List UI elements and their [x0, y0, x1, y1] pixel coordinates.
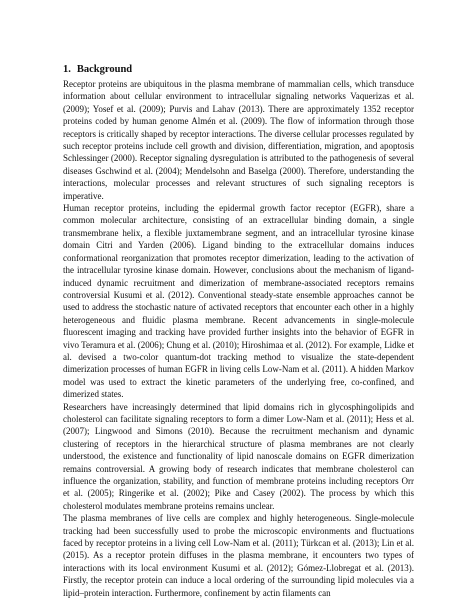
section-title: Background: [76, 64, 133, 75]
section-heading: [63, 63, 414, 76]
paragraph-1: Receptor proteins are ubiquitous in the plasma membrane of mammalian cells, which transduce information about cellular environment to intracellular signaling networks Vaquerizas et al. (2009); Yosef et al. (2009); Purvis and Lahav (2013). There are approximately 1352 receptor proteins coded by human genome Almén et al. (2009). The flow of information through those receptors is critically shaped by receptor interactions. The diverse cellular processes regulated by such receptor proteins include cell growth and division, differentiation, migration, and apoptosis Schlessinger (2000). Receptor signaling dysregulation is attributed to the pathogenesis of several diseases Gschwind et al. (2004); Mendelsohn and Baselga (2000). Therefore, understanding the interactions, molecular processes and relevant structures of such signaling receptors is imperative.: [63, 79, 414, 201]
paragraph-3: Researchers have increasingly determined that lipid domains rich in glycosphingolipids and cholesterol can facilitate signaling receptors to form a dimer Low-Nam et al. (2011); Hess et al. (2007); Lingwood and Simons (2010). Because the recruitment mechanism and dynamic clustering of receptors in the hierarchical structure of plasma membranes are not clearly understood, the existence and functionality of lipid nanoscale domains on EGFR dimerization remains controversial. A growing body of research indicates that membrane cholesterol can influence the organization, stability, and function of membrane proteins including receptors Orr et al. (2005); Ringerike et al. (2002); Pike and Casey (2002). The process by which this cholesterol modulates membrane proteins remains unclear.: [63, 401, 414, 511]
paragraph-2: Human receptor proteins, including the epidermal growth factor receptor (EGFR), share a common molecular architecture, consisting of an extracellular binding domain, a single transmembrane helix, a flexible juxtamembrane segment, and an intracellular tyrosine kinase domain Citri and Yarden (2006). Ligand binding to the extracellular domains induces conformational reorganization that promotes receptor dimerization, leading to the activation of the intracellular tyrosine kinase domain. However, conclusions about the mechanism of ligand-induced dynamic recruitment and dimerization of membrane-associated receptors remains controversial Kusumi et al. (2012). Conventional steady-state ensemble approaches cannot be used to address the stochastic nature of activated receptors that encounter each other in a highly heterogeneous and fluidic plasma membrane. Recent advancements in single-molecule fluorescent imaging and tracking have provided further insights into the behavior of EGFR in vivo Teramura et al. (2006); Chung et al. (2010); Hiroshimaa et al. (2012). For example, Lidke et al. devised a two-color quantum-dot tracking method to visualize the state-dependent dimerization processes of human EGFR in living cells Low-Nam et al. (2011). A hidden Markov model was used to extract the kinetic parameters of the underlying free, co-confined, and dimerized states.: [63, 203, 414, 400]
paragraph-4: The plasma membranes of live cells are complex and highly heterogeneous. Single-molecule tracking had been successfully used to probe the microscopic environments and fluctuations faced by receptor proteins in a living cell Low-Nam et al. (2011); Türkcan et al. (2013); Lin et al. (2015). As a receptor protein diffuses in the plasma membrane, it encounters two types of interactions with its local environment Kusumi et al. (2012); Gómez-Llobregat et al. (2013). Firstly, the receptor protein can induce a local ordering of the surrounding lipid molecules via a lipid–protein interaction. Furthermore, confinement by actin filaments can: [63, 513, 414, 598]
section-number: 1.: [63, 64, 71, 75]
